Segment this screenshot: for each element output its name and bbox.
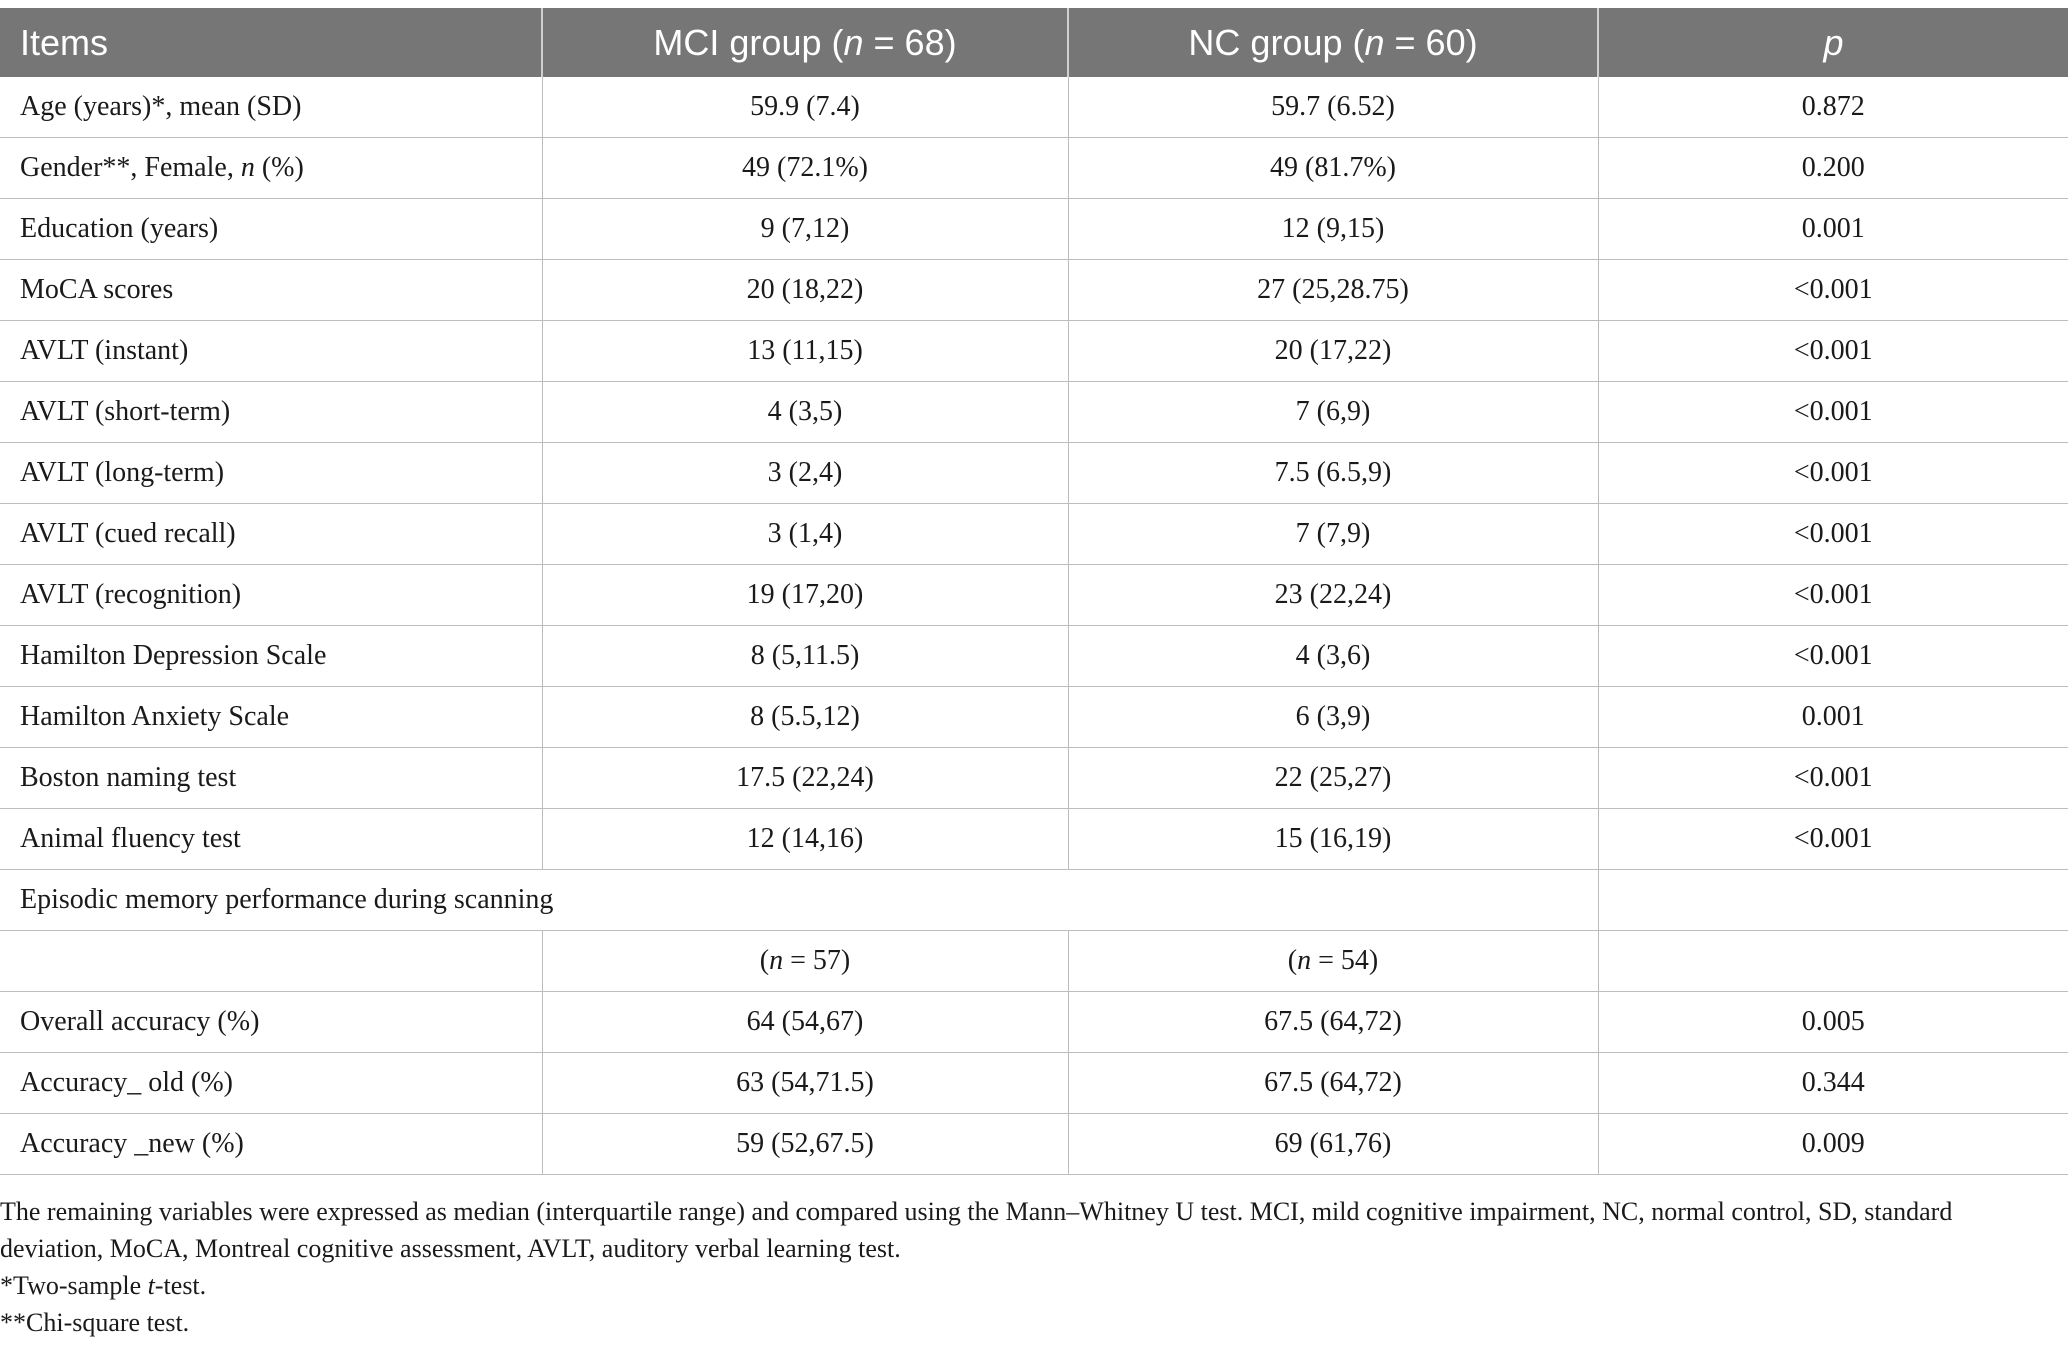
table-row	[0, 748, 2068, 809]
mci-value: 64 (54,67)	[542, 992, 1068, 1053]
p-value: 0.200	[1598, 138, 2068, 199]
row-label: AVLT (cued recall)	[0, 504, 542, 565]
mci-value: 63 (54,71.5)	[542, 1053, 1068, 1114]
row-label	[0, 138, 542, 199]
header-nc-group	[1068, 8, 1598, 77]
nc-value: 7.5 (6.5,9)	[1068, 443, 1598, 504]
header-mci-suffix: = 68)	[863, 21, 957, 63]
mci-n-prefix: (	[759, 945, 770, 976]
section-label: Episodic memory performance during scanning	[0, 870, 1598, 931]
header-row	[0, 8, 2068, 77]
mci-value: 20 (18,22)	[542, 260, 1068, 321]
mci-value: 13 (11,15)	[542, 321, 1068, 382]
table-row	[0, 260, 2068, 321]
header-mci-prefix: MCI group (	[653, 21, 844, 63]
table-footnotes	[0, 1193, 2050, 1341]
p-value: 0.872	[1598, 77, 2068, 138]
mci-value: 59.9 (7.4)	[542, 77, 1068, 138]
nc-value: 27 (25,28.75)	[1068, 260, 1598, 321]
section-row	[0, 870, 2068, 931]
header-items	[0, 8, 542, 77]
table-row	[0, 321, 2068, 382]
table-row	[0, 687, 2068, 748]
header-nc-n: n	[1364, 21, 1385, 63]
row-label: AVLT (short-term)	[0, 382, 542, 443]
row-label-suffix: (%)	[254, 152, 304, 183]
row-label: Overall accuracy (%)	[0, 992, 542, 1053]
table-row	[0, 382, 2068, 443]
table-container	[0, 8, 2068, 1175]
nc-value: 49 (81.7%)	[1068, 138, 1598, 199]
table-row	[0, 809, 2068, 870]
header-p-value	[1598, 8, 2068, 77]
header-mci-n: n	[843, 21, 864, 63]
p-value: 0.344	[1598, 1053, 2068, 1114]
row-label: AVLT (recognition)	[0, 565, 542, 626]
footnote-ttest-suffix: -test.	[154, 1271, 207, 1300]
subgroup-p-empty	[1598, 931, 2068, 992]
mci-value: 3 (1,4)	[542, 504, 1068, 565]
mci-value: 3 (2,4)	[542, 443, 1068, 504]
nc-n-suffix: = 54)	[1311, 945, 1379, 976]
header-items-text: Items	[20, 21, 109, 63]
row-label: Animal fluency test	[0, 809, 542, 870]
mci-value: 59 (52,67.5)	[542, 1114, 1068, 1175]
p-value: 0.005	[1598, 992, 2068, 1053]
p-value: <0.001	[1598, 809, 2068, 870]
footnote-ttest	[0, 1267, 2050, 1304]
table-row	[0, 504, 2068, 565]
footnote-ttest-prefix: *Two-sample	[0, 1271, 148, 1300]
p-value: <0.001	[1598, 260, 2068, 321]
mci-value: 17.5 (22,24)	[542, 748, 1068, 809]
table-row	[0, 1053, 2068, 1114]
demographics-table	[0, 8, 2068, 1175]
table-row	[0, 992, 2068, 1053]
row-label: Accuracy_ old (%)	[0, 1053, 542, 1114]
p-value: 0.001	[1598, 199, 2068, 260]
table-row	[0, 138, 2068, 199]
nc-subgroup-n	[1068, 931, 1598, 992]
header-nc-suffix: = 60)	[1384, 21, 1478, 63]
nc-value: 6 (3,9)	[1068, 687, 1598, 748]
row-label: Age (years)*, mean (SD)	[0, 77, 542, 138]
row-label: MoCA scores	[0, 260, 542, 321]
mci-n-italic: n	[769, 945, 784, 976]
p-value: <0.001	[1598, 443, 2068, 504]
header-p-text: p	[1823, 21, 1844, 63]
footnote-abbreviations: The remaining variables were expressed as median (interquartile range) and compared using the Mann–Whitney U test. MCI, mild cognitive impairment, NC, normal control, SD, standard deviation, MoCA, Montreal cognitive assessment, AVLT, auditory verbal learning test.	[0, 1197, 1953, 1263]
nc-n-prefix: (	[1287, 945, 1298, 976]
mci-value: 49 (72.1%)	[542, 138, 1068, 199]
table-row	[0, 199, 2068, 260]
header-nc-prefix: NC group (	[1188, 21, 1365, 63]
section-p-empty	[1598, 870, 2068, 931]
nc-value: 7 (6,9)	[1068, 382, 1598, 443]
row-label: Hamilton Anxiety Scale	[0, 687, 542, 748]
nc-n-italic: n	[1297, 945, 1312, 976]
nc-value: 20 (17,22)	[1068, 321, 1598, 382]
nc-value: 4 (3,6)	[1068, 626, 1598, 687]
nc-value: 67.5 (64,72)	[1068, 1053, 1598, 1114]
row-label: AVLT (instant)	[0, 321, 542, 382]
row-label: AVLT (long-term)	[0, 443, 542, 504]
p-value: 0.001	[1598, 687, 2068, 748]
nc-value: 69 (61,76)	[1068, 1114, 1598, 1175]
nc-value: 67.5 (64,72)	[1068, 992, 1598, 1053]
nc-value: 59.7 (6.52)	[1068, 77, 1598, 138]
mci-value: 19 (17,20)	[542, 565, 1068, 626]
p-value: <0.001	[1598, 626, 2068, 687]
table-row	[0, 565, 2068, 626]
table-row	[0, 77, 2068, 138]
mci-value: 4 (3,5)	[542, 382, 1068, 443]
row-label-prefix: Gender**, Female,	[20, 152, 241, 183]
row-label: Hamilton Depression Scale	[0, 626, 542, 687]
row-label: Education (years)	[0, 199, 542, 260]
mci-subgroup-n	[542, 931, 1068, 992]
p-value: <0.001	[1598, 321, 2068, 382]
table-row	[0, 1114, 2068, 1175]
table-row	[0, 443, 2068, 504]
subgroup-n-row	[0, 931, 2068, 992]
mci-value: 9 (7,12)	[542, 199, 1068, 260]
mci-value: 8 (5.5,12)	[542, 687, 1068, 748]
table-body	[0, 77, 2068, 1175]
footnote-chisquare: **Chi-square test.	[0, 1308, 190, 1337]
p-value: <0.001	[1598, 748, 2068, 809]
row-label: Accuracy _new (%)	[0, 1114, 542, 1175]
nc-value: 22 (25,27)	[1068, 748, 1598, 809]
mci-value: 8 (5,11.5)	[542, 626, 1068, 687]
row-label-italic: n	[240, 152, 255, 183]
table-row	[0, 626, 2068, 687]
row-label: Boston naming test	[0, 748, 542, 809]
p-value: <0.001	[1598, 382, 2068, 443]
p-value: 0.009	[1598, 1114, 2068, 1175]
nc-value: 15 (16,19)	[1068, 809, 1598, 870]
footnote-ttest-italic: t	[147, 1271, 155, 1300]
nc-value: 7 (7,9)	[1068, 504, 1598, 565]
mci-n-suffix: = 57)	[783, 945, 851, 976]
subgroup-label-empty	[0, 931, 542, 992]
header-mci-group	[542, 8, 1068, 77]
table-header	[0, 8, 2068, 77]
nc-value: 23 (22,24)	[1068, 565, 1598, 626]
p-value: <0.001	[1598, 565, 2068, 626]
nc-value: 12 (9,15)	[1068, 199, 1598, 260]
mci-value: 12 (14,16)	[542, 809, 1068, 870]
p-value: <0.001	[1598, 504, 2068, 565]
